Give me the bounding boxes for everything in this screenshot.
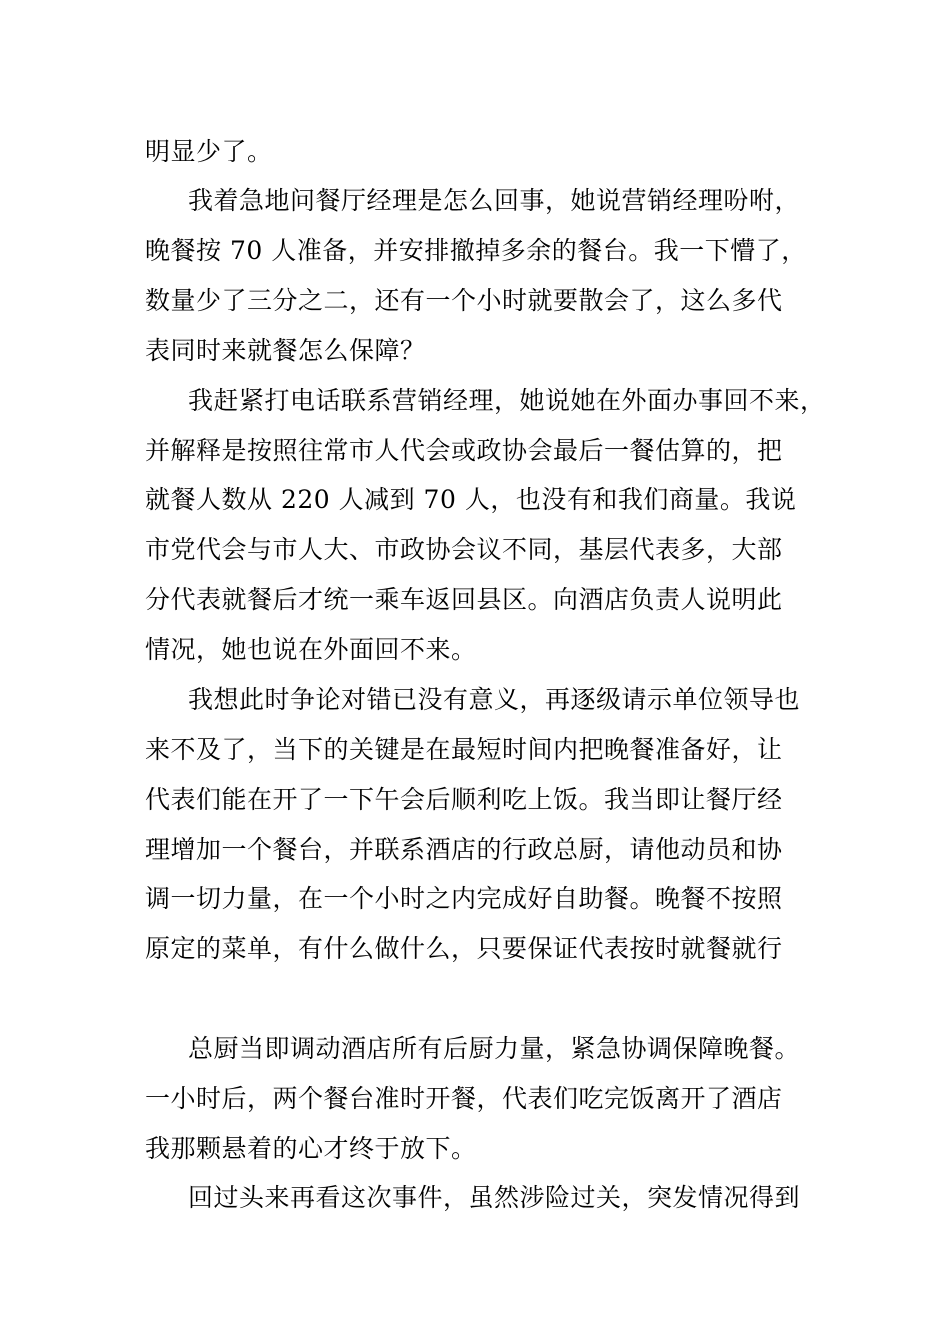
text-line: 调一切力量，在一个小时之内完成好自助餐。晚餐不按照 <box>145 884 783 913</box>
text-line: 一小时后，两个餐台准时开餐，代表们吃完饭离开了酒店 <box>145 1084 783 1113</box>
text-line: 就餐人数从 220 人减到 70 人，也没有和我们商量。我说 <box>145 485 797 514</box>
text-line: 表同时来就餐怎么保障？ <box>145 336 426 365</box>
text-line: 数量少了三分之二，还有一个小时就要散会了，这么多代 <box>145 286 783 315</box>
text-line: 代表们能在开了一下午会后顺利吃上饭。我当即让餐厅经 <box>145 785 783 814</box>
text-line: 明显少了。 <box>145 137 273 166</box>
paragraph-start-line: 我赶紧打电话联系营销经理，她说她在外面办事回不来， <box>188 386 826 415</box>
paragraph-start-line: 总厨当即调动酒店所有后厨力量，紧急协调保障晚餐。 <box>188 1034 801 1063</box>
text-line: 来不及了，当下的关键是在最短时间内把晚餐准备好，让 <box>145 735 783 764</box>
paragraph-start-line: 回过头来再看这次事件，虽然涉险过关，突发情况得到 <box>188 1183 801 1212</box>
text-line: 市党代会与市人大、市政协会议不同，基层代表多，大部 <box>145 535 783 564</box>
text-line: 情况，她也说在外面回不来。 <box>145 635 477 664</box>
text-line: 我那颗悬着的心才终于放下。 <box>145 1134 477 1163</box>
paragraph-start-line: 我想此时争论对错已没有意义，再逐级请示单位领导也 <box>188 685 801 714</box>
text-line: 晚餐按 70 人准备，并安排撤掉多余的餐台。我一下懵了， <box>145 236 807 265</box>
text-line: 分代表就餐后才统一乘车返回县区。向酒店负责人说明此 <box>145 585 783 614</box>
text-line: 并解释是按照往常市人代会或政协会最后一餐估算的，把 <box>145 436 783 465</box>
text-line: 原定的菜单，有什么做什么，只要保证代表按时就餐就行 <box>145 934 783 963</box>
paragraph-start-line: 我着急地问餐厅经理是怎么回事，她说营销经理吩咐， <box>188 186 801 215</box>
text-line: 理增加一个餐台，并联系酒店的行政总厨，请他动员和协 <box>145 835 783 864</box>
